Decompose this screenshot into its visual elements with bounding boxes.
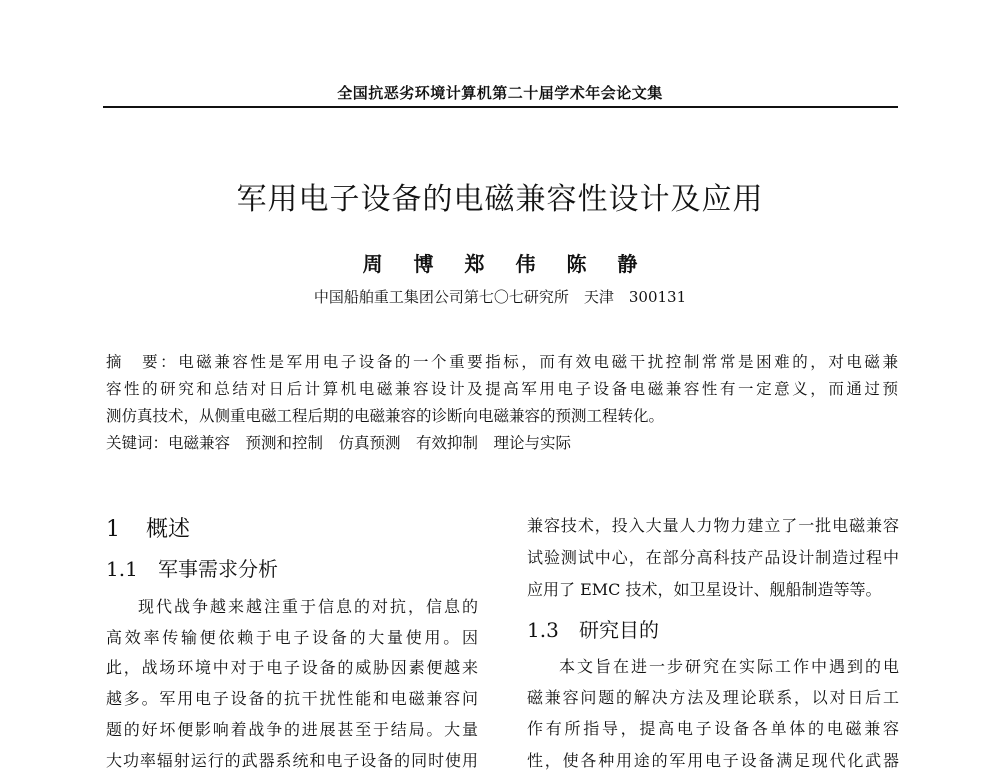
section-heading-1-3 bbox=[527, 614, 659, 643]
section-heading-1-1 bbox=[106, 553, 278, 582]
body-line: 试验测试中心，在部分高科技产品设计制造过程中 bbox=[527, 548, 899, 567]
header-rule bbox=[103, 106, 898, 108]
author-char: 周 bbox=[362, 252, 383, 276]
body-line: 题的好坏便影响着战争的进展甚至于结局。大量 bbox=[106, 720, 478, 739]
author-char: 伟 bbox=[515, 252, 536, 276]
paper-title: 军用电子设备的电磁兼容性设计及应用 bbox=[236, 182, 764, 217]
body-line: 兼容技术，投入大量人力物力建立了一批电磁兼容 bbox=[527, 516, 899, 535]
body-line: 作有所指导，提高电子设备各单体的电磁兼容 bbox=[527, 719, 899, 738]
affiliation: 中国船舶重工集团公司第七〇七研究所 天津 300131 bbox=[313, 288, 687, 306]
section-title: 研究目的 bbox=[579, 618, 659, 642]
authors bbox=[0, 248, 1000, 277]
running-header: 全国抗恶劣环境计算机第二十届学术年会论文集 bbox=[337, 84, 663, 102]
section-number: 1 bbox=[106, 517, 120, 542]
body-line: 此，战场环境中对于电子设备的威胁因素便越来 bbox=[106, 658, 478, 677]
abstract-line: 容性的研究和总结对日后计算机电磁兼容设计及提高军用电子设备电磁兼容性有一定意义，而通过预 bbox=[106, 380, 898, 398]
section-number: 1.1 bbox=[106, 557, 138, 581]
author-char: 陈 bbox=[566, 252, 587, 276]
body-line: 性，使各种用途的军用电子设备满足现代化武器 bbox=[527, 751, 899, 770]
author-char: 静 bbox=[617, 252, 638, 276]
author-char: 郑 bbox=[464, 252, 485, 276]
section-number: 1.3 bbox=[527, 618, 559, 642]
section-title: 概述 bbox=[146, 517, 191, 542]
body-line: 本文旨在进一步研究在实际工作中遇到的电 bbox=[559, 657, 899, 676]
body-line: 高效率传输便依赖于电子设备的大量使用。因 bbox=[106, 628, 478, 647]
body-line: 越多。军用电子设备的抗干扰性能和电磁兼容问 bbox=[106, 689, 478, 708]
body-line: 磁兼容问题的解决方法及理论联系，以对日后工 bbox=[527, 688, 899, 707]
body-line: 大功率辐射运行的武器系统和电子设备的同时使用 bbox=[106, 751, 478, 770]
body-line: 现代战争越来越注重于信息的对抗，信息的 bbox=[138, 597, 478, 616]
author-char: 博 bbox=[413, 252, 434, 276]
abstract-line: 摘 要：电磁兼容性是军用电子设备的一个重要指标，而有效电磁干扰控制常常是困难的，对电磁兼 bbox=[106, 353, 898, 371]
section-heading-1 bbox=[106, 512, 190, 543]
body-line: 应用了 EMC 技术，如卫星设计、舰船制造等等。 bbox=[527, 580, 882, 599]
abstract-line: 测仿真技术，从侧重电磁工程后期的电磁兼容的诊断向电磁兼容的预测工程转化。 bbox=[106, 407, 665, 425]
section-title: 军事需求分析 bbox=[158, 557, 278, 581]
keywords: 关键词：电磁兼容 预测和控制 仿真预测 有效抑制 理论与实际 bbox=[106, 434, 572, 452]
